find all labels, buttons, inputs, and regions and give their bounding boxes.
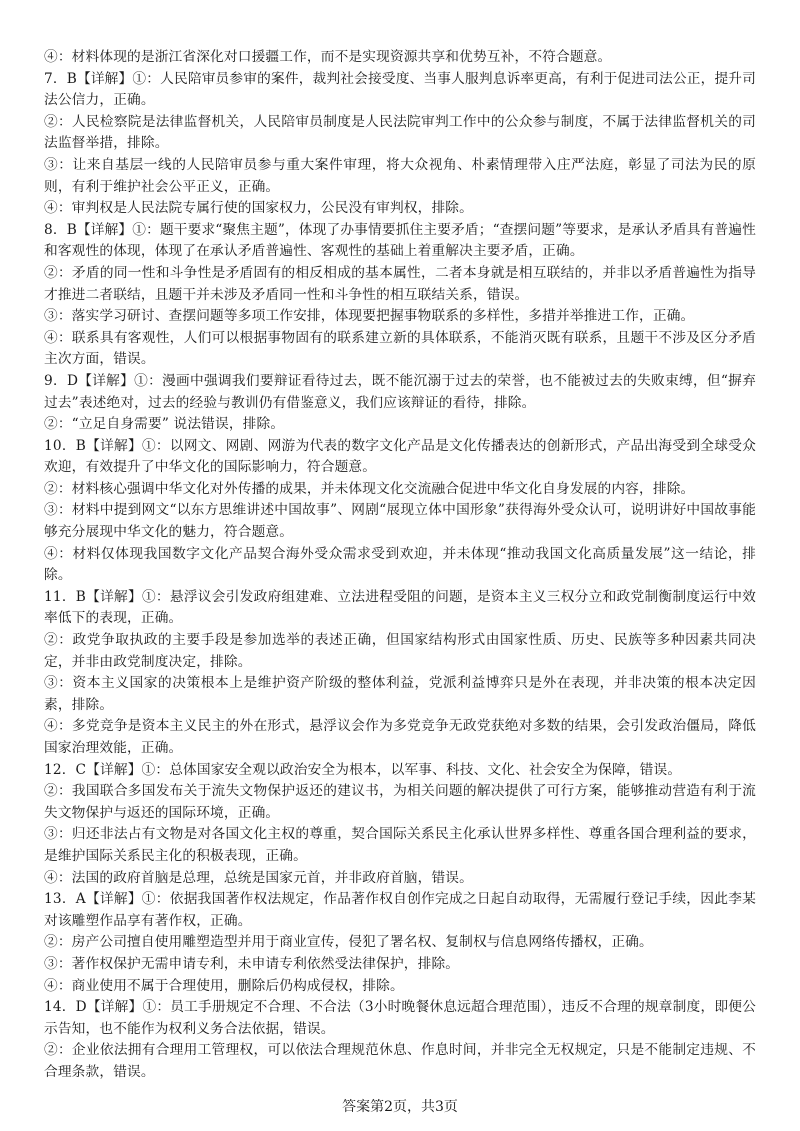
paragraph: ④：审判权是人民法院专属行使的国家权力，公民没有审判权，排除。 [44,200,473,217]
paragraph: ②：材料核心强调中华文化对外传播的成果，并未体现文化交流融合促进中华文化自身发展的内容，排除。 [44,480,695,497]
paragraph: ③：材料中提到网文“以东方思维讲述中国故事”、网剧“展现立体中国形象”获得海外受众认可，说明讲好中国故事能够充分展现中华文化的魅力，符合题意。 [44,502,756,541]
paragraph: ②：人民检察院是法律监督机关，人民陪审员制度是人民法院审判工作中的公众参与制度，不属于法律监督机关的司法监督举措，排除。 [44,113,756,152]
paragraph: ③：落实学习研讨、查摆问题等多项工作安排，体现要把握事物联系的多样性，多措并举推进工作，正确。 [44,308,695,325]
paragraph: ②：矛盾的同一性和斗争性是矛盾固有的相反相成的基本属性，二者本身就是相互联结的，并非以矛盾普遍性为指导才推进二者联结，且题干并未涉及矛盾同一性和斗争性的相互联结关系，错误。 [44,264,756,303]
paragraph: ②：我国联合多国发布关于流失文物保护返还的建议书，为相关问题的解决提供了可行方案，能够推动营造有利于流失文物保护与返还的国际环境，正确。 [44,783,756,821]
paragraph: ④：法国的政府首脑是总理，总统是国家元首，并非政府首脑，错误。 [44,869,473,886]
paragraph: ②：房产公司擅自使用雕塑造型并用于商业宣传，侵犯了署名权、复制权与信息网络传播权，正确。 [44,934,653,951]
paragraph: ③：归还非法占有文物是对各国文化主权的尊重，契合国际关系民主化承认世界多样性、尊重各国合理利益的要求，是维护国际关系民主化的积极表现，正确。 [44,826,756,864]
paragraph: ④：多党竞争是资本主义民主的外在形式，悬浮议会作为多党竞争无政党获绝对多数的结果，会引发政治僵局，降低国家治理效能，正确。 [44,718,756,756]
paragraph: ③：著作权保护无需申请专利，未申请专利依然受法律保护，排除。 [44,955,460,972]
paragraph: 7．B【详解】①：人民陪审员参审的案件，裁判社会接受度、当事人服判息诉率更高，有利于促进司法公正，提升司法公信力，正确。 [44,70,756,109]
paragraph: ②：“立足自身需要” 说法错误，排除。 [44,416,285,433]
paragraph: ③：让来自基层一线的人民陪审员参与重大案件审理，将大众视角、朴素情理带入庄严法庭，彰显了司法为民的原则，有利于维护社会公平正义，正确。 [44,156,756,195]
paragraph: ④：材料体现的是浙江省深化对口援疆工作，而不是实现资源共享和优势互补，不符合题意。 [44,49,612,65]
paragraph: ②：企业依法拥有合理用工管理权，可以依法合理规范休息、作息时间，并非完全无权规定，只是不能制定违规、不合理条款，错误。 [44,1042,756,1080]
answer-body [44,47,756,1084]
page-footer: 答案第2页，共3页 [342,1099,458,1115]
paragraph: ④：商业使用不属于合理使用，删除后仍构成侵权，排除。 [44,977,404,994]
paragraph: 14．D【详解】①：员工手册规定不合理、不合法（3小时晚餐休息远超合理范围），违反不合理的规章制度，即便公示告知，也不能作为权利义务合法依据，错误。 [44,999,756,1037]
paragraph: 13．A【详解】①：依据我国著作权法规定，作品著作权自创作完成之日起自动取得，无需履行登记手续，因此李某对该雕塑作品享有著作权，正确。 [44,891,756,929]
paragraph: 8．B【详解】①：题干要求“聚焦主题”，体现了办事情要抓住主要矛盾；“查摆问题”等要求，是承认矛盾具有普遍性和客观性的体现，体现了在承认矛盾普遍性、客观性的基础上着重解决主要矛盾，正确。 [44,221,756,260]
paragraph: ④：材料仅体现我国数字文化产品契合海外受众需求受到欢迎，并未体现“推动我国文化高质量发展”这一结论，排除。 [44,545,756,584]
paragraph: ③：资本主义国家的决策根本上是维护资产阶级的整体利益，党派利益博弈只是外在表现，并非决策的根本决定因素，排除。 [44,675,756,713]
paragraph: 10．B【详解】①：以网文、网剧、网游为代表的数字文化产品是文化传播表达的创新形式，产品出海受到全球受众欢迎，有效提升了中华文化的国际影响力，符合题意。 [44,437,756,476]
paragraph: 12．C【详解】①：总体国家安全观以政治安全为根本，以军事、科技、文化、社会安全为保障，错误。 [44,761,682,778]
paragraph: 9．D【详解】①：漫画中强调我们要辩证看待过去，既不能沉溺于过去的荣誉，也不能被过去的失败束缚，但“摒弃过去”表述绝对，过去的经验与教训仍有借鉴意义，我们应该辩证的看待，排除。 [44,372,756,411]
paragraph: 11．B【详解】①：悬浮议会引发政府组建难、立法进程受阻的问题，是资本主义三权分立和政党制衡制度运行中效率低下的表现，正确。 [44,588,756,627]
paragraph: ②：政党争取执政的主要手段是参加选举的表述正确，但国家结构形式由国家性质、历史、民族等多种因素共同决定，并非由政党制度决定，排除。 [44,632,756,670]
paragraph: ④：联系具有客观性，人们可以根据事物固有的联系建立新的具体联系，不能消灭既有联系，且题干不涉及区分矛盾主次方面，错误。 [44,329,756,368]
